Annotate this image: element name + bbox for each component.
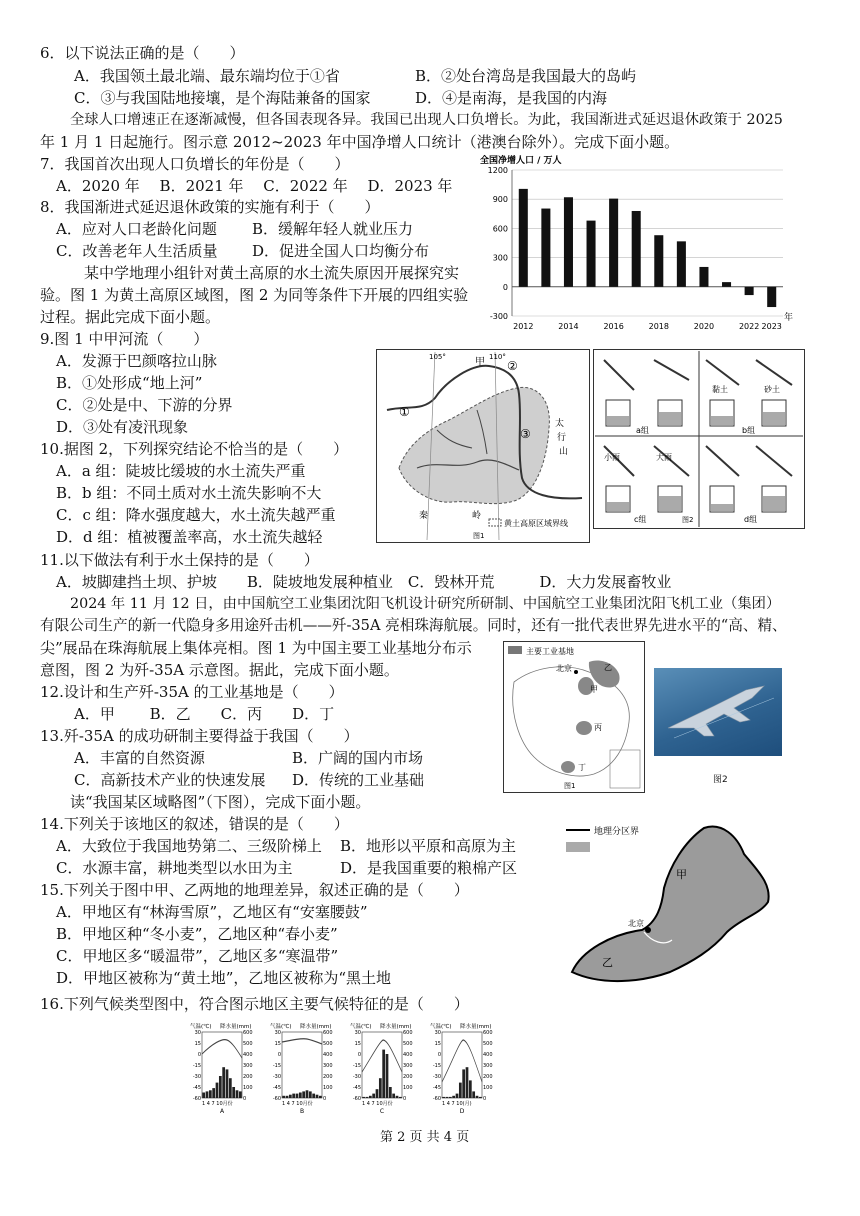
q16-stem: 16.下列气候类型图中，符合图示地区主要气候特征的是（ ） (40, 995, 469, 1013)
climate-precip-tick: 0 (243, 1096, 247, 1102)
q13-option-a: A．丰富的自然资源 (74, 749, 205, 767)
q6-option-b: B．②处台湾岛是我国最大的岛屿 (415, 67, 637, 85)
climate-precip-bar (282, 1096, 285, 1098)
climate-temp-tick: -60 (272, 1096, 281, 1102)
q13-option-d: D．传统的工业基础 (292, 771, 425, 789)
chart-x-unit: 年 (784, 313, 794, 323)
loess-plateau-map (376, 349, 590, 543)
climate-precip-bar (372, 1094, 375, 1098)
climate-temp-label: 气温(℃) (190, 1024, 212, 1030)
experiment-caption: 图2 (682, 516, 694, 524)
climate-precip-tick: 500 (403, 1041, 413, 1047)
climate-precip-bar (239, 1091, 242, 1098)
marker-3: ③ (520, 427, 531, 441)
q14-option-d: D．是我国重要的粮棉产区 (340, 859, 518, 877)
climate-precip-tick: 0 (483, 1096, 487, 1102)
page-footer: 第 2 页 共 4 页 (380, 1130, 470, 1145)
q8-option-c: C．改善老年人生活质量 (56, 242, 218, 260)
climate-precip-bar (399, 1097, 402, 1098)
label-group-a: a组 (636, 426, 649, 435)
climate-temp-tick: 30 (354, 1030, 361, 1036)
chart-bar (745, 287, 754, 295)
climate-temp-curve (282, 1039, 322, 1044)
climate-temp-tick: -30 (352, 1074, 361, 1080)
climate-temp-tick: 0 (197, 1052, 201, 1058)
loess-map-caption: 图1 (473, 532, 485, 540)
chart-bar (587, 221, 596, 287)
q10-option-d: D．d 组：植被覆盖率高，水土流失越轻 (56, 528, 323, 546)
industry-map-caption: 图1 (564, 782, 576, 790)
q10-option-b: B．b 组：不同土质对水土流失影响不大 (56, 484, 322, 502)
intro4: 读“我国某区域略图”（下图），完成下面小题。 (70, 793, 371, 811)
climate-charts (180, 1022, 510, 1122)
intro2-line3: 过程。据此完成下面小题。 (40, 308, 221, 326)
chart-ytick-label: 600 (492, 224, 508, 234)
mountain-char-1: 太 (555, 419, 565, 429)
climate-month-axis: 1 4 7 10(月) (442, 1101, 472, 1107)
q14-option-a: A．大致位于我国地势第二、三级阶梯上 (56, 837, 322, 855)
chart-xtick-label: 2016 (603, 322, 624, 330)
climate-precip-bar (362, 1097, 365, 1098)
river-jia-label: 甲 (475, 357, 485, 368)
climate-temp-label: 气温(℃) (270, 1024, 292, 1030)
climate-precip-tick: 200 (483, 1074, 493, 1080)
climate-temp-tick: -15 (192, 1063, 201, 1069)
climate-temp-tick: 30 (434, 1030, 441, 1036)
climate-temp-tick: -45 (352, 1085, 361, 1091)
climate-temp-tick: -15 (272, 1063, 281, 1069)
climate-precip-tick: 200 (323, 1074, 333, 1080)
climate-precip-bar (379, 1078, 382, 1098)
q10-stem: 10.据图 2，下列探究结论不恰当的是（ ） (40, 440, 349, 458)
climate-precip-tick: 600 (243, 1030, 253, 1036)
base-bing-label: 丙 (594, 723, 602, 732)
climate-precip-bar (309, 1091, 312, 1098)
jet-caption: 图2 (713, 775, 728, 785)
climate-precip-label: 降水量(mm) (300, 1024, 332, 1030)
climate-chart-B (270, 1022, 333, 1115)
intro1-line2: 年 1 月 1 日起施行。图示意 2012~2023 年中国净增人口统计（港澳台除外）。完成下面小题。 (40, 133, 680, 151)
q9-option-a: A．发源于巴颜喀拉山脉 (56, 352, 217, 370)
q8-option-b: B．缓解年轻人就业压力 (252, 220, 414, 238)
label-group-b: b组 (742, 426, 756, 435)
climate-precip-bar (466, 1067, 469, 1098)
q7-options: A．2020 年 B．2021 年 C．2022 年 D．2023 年 (56, 177, 453, 195)
climate-temp-tick: -60 (192, 1096, 201, 1102)
chart-xtick-label: 2020 (693, 322, 715, 330)
climate-precip-bar (459, 1083, 462, 1098)
intro3-line1: 2024 年 11 月 12 日，由中国航空工业集团沈阳飞机设计研究所研制、中国航空工业集团沈阳飞机工业（集团） (70, 596, 781, 612)
climate-temp-tick: 15 (354, 1041, 361, 1047)
climate-precip-bar (296, 1094, 299, 1098)
chart-xtick-label: 2012 (513, 322, 534, 330)
climate-precip-bar (202, 1093, 205, 1099)
industry-legend: 主要工业基地 (526, 647, 574, 656)
intro1-line1: 全球人口增速正在逐渐减慢，但各国表现各异。我国已出现人口负增长。为此，我国渐进式延迟退休政策于 2025 (70, 112, 783, 128)
experiment-d (706, 446, 792, 524)
q7-stem: 7．我国首次出现人口负增长的年份是（ ） (40, 155, 350, 173)
intro2-line1: 某中学地理小组针对黄土高原的水土流失原因开展探究实 (84, 264, 460, 282)
climate-temp-tick: -45 (432, 1085, 441, 1091)
climate-precip-tick: 500 (323, 1041, 333, 1047)
q15-option-a: A．甲地区有“林海雪原”，乙地区有“安塞腰鼓” (56, 903, 368, 921)
map-legend-boundary: 黄土高原区域界线 (504, 519, 568, 528)
q10-option-c: C．c 组：降水强度越大，水土流失越严重 (56, 506, 336, 524)
intro3-line4: 意图，图 2 为歼-35A 示意图。据此，完成下面小题。 (40, 661, 399, 679)
climate-precip-bar (206, 1091, 209, 1098)
intro3-line3: 尖”展品在珠海航展上集体亮相。图 1 为中国主要工业基地分布示 (40, 639, 472, 657)
experiment-figure (593, 349, 805, 529)
region-beijing-label: 北京 (628, 919, 644, 928)
climate-precip-bar (312, 1094, 315, 1098)
marker-2: ② (507, 359, 518, 373)
industry-map (503, 641, 645, 793)
climate-precip-label: 降水量(mm) (460, 1024, 492, 1030)
experiment-c (604, 446, 689, 524)
q8-option-d: D．促进全国人口均衡分布 (252, 242, 430, 260)
label-group-d: d组 (744, 515, 758, 524)
region-jia-label: 甲 (676, 868, 687, 881)
q15-option-d: D．甲地区被称为“黄土地”，乙地区被称为“黑土地 (56, 969, 392, 987)
q12-options: A．甲 B．乙 C．丙 D．丁 (74, 705, 335, 723)
label-heavy-rain: 大雨 (656, 453, 672, 462)
climate-temp-tick: -45 (192, 1085, 201, 1091)
intro2-line2: 验。图 1 为黄土高原区域图，图 2 为同等条件下开展的四组实验 (40, 286, 469, 304)
climate-precip-bar (442, 1097, 445, 1098)
climate-precip-tick: 100 (243, 1085, 253, 1091)
climate-precip-bar (449, 1097, 452, 1098)
climate-temp-tick: -15 (432, 1063, 441, 1069)
climate-precip-bar (209, 1090, 212, 1098)
climate-precip-bar (392, 1094, 395, 1098)
q13-stem: 13.歼-35A 的成功研制主要得益于我国（ ） (40, 727, 359, 745)
q13-option-b: B．广阔的国内市场 (292, 749, 424, 767)
chart-bar (519, 189, 528, 287)
climate-temp-tick: 0 (277, 1052, 281, 1058)
chart-bar (609, 199, 618, 287)
climate-chart-label: D (459, 1108, 465, 1115)
climate-precip-bar (226, 1069, 229, 1098)
climate-precip-bar (292, 1094, 295, 1098)
climate-precip-bar (456, 1094, 459, 1098)
climate-temp-tick: -30 (192, 1074, 201, 1080)
chart-ytick-label: 1200 (487, 166, 508, 175)
q13-option-c: C．高新技术产业的快速发展 (74, 771, 266, 789)
climate-precip-bar (389, 1087, 392, 1098)
chart-bar (722, 282, 731, 287)
base-jia-label: 甲 (590, 685, 598, 694)
climate-precip-bar (316, 1095, 319, 1098)
q10-option-a: A．a 组：陡坡比缓坡的水土流失严重 (56, 462, 306, 480)
climate-temp-tick: 15 (274, 1041, 281, 1047)
chart-xtick-label: 2014 (558, 322, 579, 330)
q6-stem: 6．以下说法正确的是（ ） (40, 44, 245, 62)
climate-precip-bar (376, 1089, 379, 1098)
q12-stem: 12.设计和生产歼-35A 的工业基地是（ ） (40, 683, 344, 701)
climate-precip-bar (289, 1095, 292, 1098)
label-light-rain: 小雨 (604, 453, 620, 462)
climate-temp-curve (442, 1040, 482, 1082)
climate-month-axis: 1 4 7 10月份 (202, 1101, 233, 1107)
lon-105-label: 105° (429, 353, 446, 361)
climate-precip-bar (452, 1096, 455, 1098)
chart-xtick-label: 2023 (761, 322, 782, 330)
q14-option-c: C．水源丰富，耕地类型以水田为主 (56, 859, 293, 877)
label-clay: 黏土 (712, 385, 728, 394)
climate-chart-label: A (219, 1108, 225, 1115)
region-legend-boundary: 地理分区界 (594, 827, 640, 837)
region-yi-label: 乙 (602, 956, 613, 969)
climate-precip-tick: 300 (323, 1063, 333, 1069)
climate-precip-tick: 0 (323, 1096, 327, 1102)
climate-chart-label: B (299, 1108, 305, 1115)
climate-precip-bar (469, 1080, 472, 1098)
climate-temp-tick: -30 (272, 1074, 281, 1080)
chart-bar (767, 287, 776, 307)
climate-precip-bar (369, 1096, 372, 1098)
climate-precip-bar (216, 1083, 219, 1098)
climate-precip-bar (232, 1087, 235, 1098)
chart-ytick-label: -300 (489, 312, 508, 321)
climate-temp-label: 气温(℃) (430, 1024, 452, 1030)
q14-stem: 14.下列关于该地区的叙述，错误的是（ ） (40, 815, 349, 833)
q9-stem: 9.图 1 中甲河流（ ） (40, 330, 209, 348)
climate-temp-tick: -15 (352, 1063, 361, 1069)
j35a-photo (654, 668, 782, 756)
climate-precip-bar (386, 1054, 389, 1098)
experiment-a (604, 360, 689, 435)
q8-option-a: A．应对人口老龄化问题 (56, 220, 217, 238)
chart-xtick-label: 2018 (648, 322, 669, 330)
climate-precip-bar (472, 1091, 475, 1098)
climate-precip-bar (219, 1076, 222, 1098)
chart-bar (699, 267, 708, 287)
climate-temp-curve (362, 1040, 402, 1072)
q8-stem: 8．我国渐进式延迟退休政策的实施有利于（ ） (40, 198, 380, 216)
climate-precip-bar (222, 1067, 225, 1098)
climate-temp-tick: 15 (194, 1041, 201, 1047)
climate-precip-bar (236, 1090, 239, 1098)
q6-option-c: C．③与我国陆地接壤，是个海陆兼备的国家 (74, 89, 371, 107)
q15-stem: 15.下列关于图中甲、乙两地的地理差异，叙述正确的是（ ） (40, 881, 469, 899)
chart-ylabel: 全国净增人口 / 万人 (480, 156, 562, 166)
q15-option-c: C．甲地区多“暖温带”，乙地区多“寒温带” (56, 947, 339, 965)
climate-precip-bar (212, 1088, 215, 1098)
climate-temp-label: 气温(℃) (350, 1024, 372, 1030)
experiment-b (706, 360, 792, 435)
climate-chart-D (430, 1022, 493, 1115)
climate-precip-tick: 600 (403, 1030, 413, 1036)
climate-precip-bar (302, 1091, 305, 1098)
climate-precip-bar (299, 1093, 302, 1099)
climate-temp-tick: 0 (437, 1052, 441, 1058)
marker-1: ① (399, 405, 410, 419)
climate-temp-tick: -60 (432, 1096, 441, 1102)
climate-precip-tick: 100 (323, 1085, 333, 1091)
climate-precip-tick: 300 (403, 1063, 413, 1069)
chart-bar (564, 197, 573, 287)
climate-precip-bar (476, 1096, 479, 1098)
chart-bar (677, 241, 686, 286)
mountain-char-2: 行 (557, 433, 567, 443)
chart-bar (654, 235, 663, 287)
q15-option-b: B．甲地区种“冬小麦”，乙地区种“春小麦” (56, 925, 338, 943)
climate-temp-curve (202, 1040, 242, 1058)
climate-precip-tick: 300 (243, 1063, 253, 1069)
region-map (552, 822, 784, 994)
population-chart (478, 150, 798, 330)
qinling-char-1: 秦 (419, 511, 429, 521)
climate-chart-A (190, 1022, 253, 1115)
climate-precip-bar (306, 1090, 309, 1098)
q11-stem: 11.以下做法有利于水土保持的是（ ） (40, 551, 319, 569)
climate-temp-tick: 30 (194, 1030, 201, 1036)
chart-ytick-label: 300 (492, 253, 508, 263)
climate-temp-tick: -45 (272, 1085, 281, 1091)
q14-option-b: B．地形以平原和高原为主 (340, 837, 517, 855)
label-sand: 砂土 (764, 385, 780, 394)
climate-precip-bar (396, 1096, 399, 1098)
climate-precip-tick: 500 (483, 1041, 493, 1047)
q6-option-a: A．我国领土最北端、最东端均位于①省 (74, 67, 340, 85)
climate-precip-tick: 400 (323, 1052, 333, 1058)
chart-ytick-label: 900 (492, 195, 508, 205)
climate-precip-label: 降水量(mm) (380, 1024, 412, 1030)
mountain-char-3: 山 (559, 447, 569, 457)
chart-xtick-label: 2022 (738, 322, 760, 330)
climate-precip-bar (479, 1097, 482, 1098)
climate-temp-tick: 15 (434, 1041, 441, 1047)
climate-precip-bar (319, 1096, 322, 1098)
climate-precip-tick: 0 (403, 1096, 407, 1102)
climate-temp-tick: -30 (432, 1074, 441, 1080)
climate-precip-bar (286, 1096, 289, 1098)
q6-option-d: D．④是南海，是我国的内海 (415, 89, 608, 107)
chart-ytick-label: 0 (502, 282, 508, 292)
climate-precip-tick: 200 (403, 1074, 413, 1080)
qinling-char-2: 岭 (472, 511, 482, 521)
lon-110-label: 110° (489, 353, 506, 361)
climate-precip-tick: 400 (243, 1052, 253, 1058)
climate-temp-tick: 0 (357, 1052, 361, 1058)
base-yi-label: 乙 (604, 663, 612, 672)
base-ding-label: 丁 (578, 763, 586, 772)
q11-options: A．坡脚建挡土坝、护坡 B．陡坡地发展种植业 C．毁林开荒 D．大力发展畜牧业 (56, 573, 672, 591)
climate-temp-tick: 30 (274, 1030, 281, 1036)
label-group-c: c组 (634, 515, 647, 524)
climate-month-axis: 1 4 7 10月份 (362, 1101, 393, 1107)
climate-precip-bar (446, 1097, 449, 1098)
climate-precip-tick: 400 (483, 1052, 493, 1058)
climate-precip-tick: 500 (243, 1041, 253, 1047)
chart-bar (632, 211, 641, 287)
climate-precip-tick: 600 (323, 1030, 333, 1036)
climate-month-axis: 1 4 7 10月份 (282, 1101, 313, 1107)
q9-option-c: C．②处是中、下游的分界 (56, 396, 233, 414)
climate-precip-label: 降水量(mm) (220, 1024, 252, 1030)
intro3-line2: 有限公司生产的新一代隐身多用途歼击机——歼-35A 亮相珠海航展。同时，还有一批代表世界先进水平的“高、精、 (40, 617, 787, 634)
climate-precip-tick: 400 (403, 1052, 413, 1058)
climate-temp-tick: -60 (352, 1096, 361, 1102)
climate-precip-tick: 100 (483, 1085, 493, 1091)
climate-precip-tick: 600 (483, 1030, 493, 1036)
chart-bar (541, 209, 550, 287)
climate-chart-C (350, 1022, 413, 1115)
climate-precip-bar (462, 1069, 465, 1098)
climate-chart-label: C (379, 1108, 385, 1115)
q9-option-d: D．③处有凌汛现象 (56, 418, 189, 436)
q9-option-b: B．①处形成“地上河” (56, 374, 203, 392)
jet-silhouette-icon (668, 686, 764, 736)
climate-precip-bar (229, 1078, 232, 1098)
climate-precip-tick: 200 (243, 1074, 253, 1080)
climate-precip-tick: 100 (403, 1085, 413, 1091)
climate-precip-bar (366, 1097, 369, 1098)
beijing-label: 北京 (556, 664, 572, 673)
climate-precip-tick: 300 (483, 1063, 493, 1069)
climate-precip-bar (382, 1050, 385, 1098)
